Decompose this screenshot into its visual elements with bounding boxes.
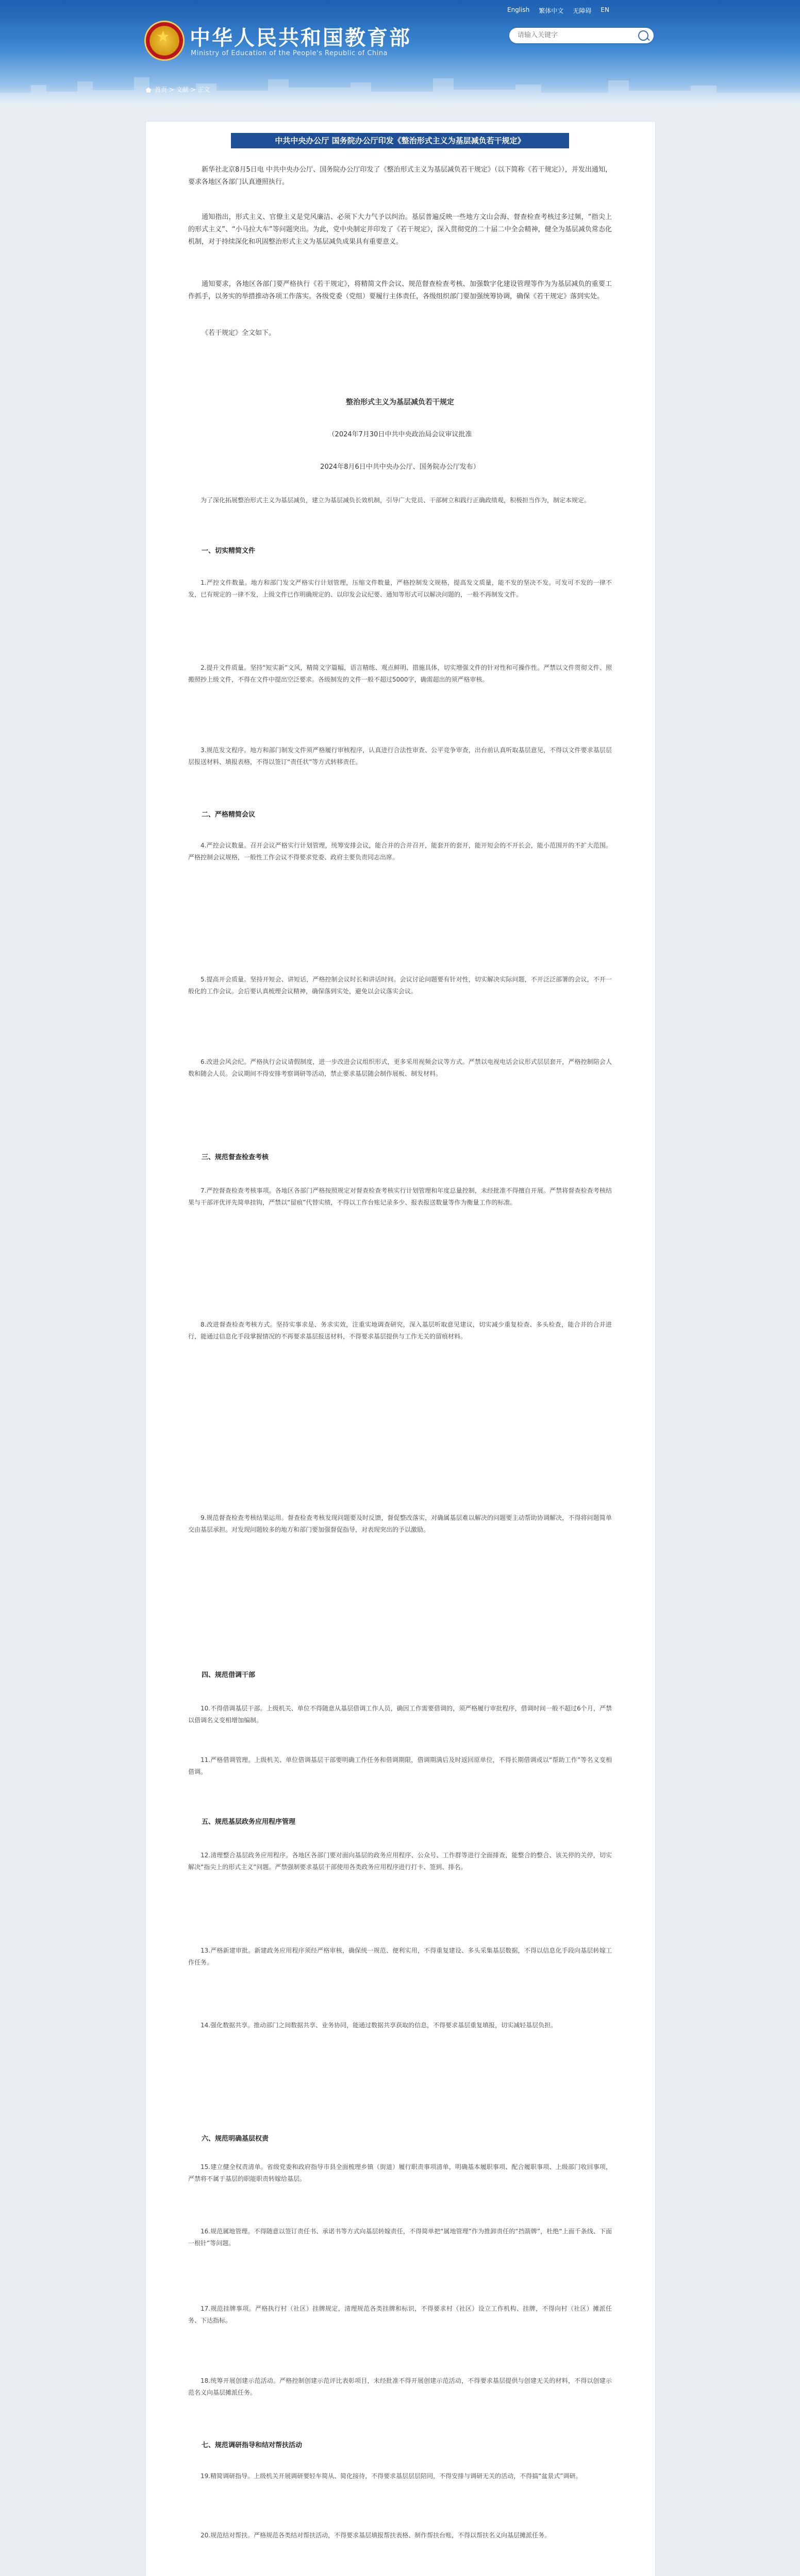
article-title: 中共中央办公厅 国务院办公厅印发《整治形式主义为基层减负若干规定》 xyxy=(231,133,569,148)
preamble-paragraph: 为了深化拓展整治形式主义为基层减负，建立为基层减负长效机制，引导广大党员、干部树立和践行正确政绩观，积极担当作为，制定本规定。 xyxy=(201,497,591,504)
breadcrumb-text[interactable]: 首页 > 文献 > 正文 xyxy=(155,86,210,93)
language-bar xyxy=(507,6,609,15)
national-emblem-icon: ★ xyxy=(144,21,185,61)
section-paragraph: 4.严控会议数量。召开会议严格实行计划管理，统筹安排会议，能合并的合并召开，能套开的套开，能开短会的不开长会，能小范围开的不扩大范围。严格控制会议规格，一般性工作会议不得要求党委、政府主要负责同志出席。 xyxy=(188,842,612,861)
section-paragraph: 14.强化数据共享。推动部门之间数据共享、业务协同，能通过数据共享获取的信息，不得要求基层重复填报，切实减轻基层负担。 xyxy=(201,2022,557,2029)
section-paragraph: 6.改进会风会纪。严格执行会议请假制度，进一步改进会议组织形式，更多采用视频会议等方式。严禁以电视电话会议形式层层套开，严格控制陪会人数和随会人员。会议期间不得安排考察调研等活动，禁止要求基层随会制作展板、制发材料。 xyxy=(188,1058,612,1077)
section-paragraph: 19.精简调研指导。上级机关开展调研要轻车简从、简化接待，不得要求基层层层陪同，不得安排与调研无关的活动，不得搞“盆景式”调研。 xyxy=(201,2472,582,2480)
section-paragraph: 11.严格借调管理。上级机关、单位借调基层干部要明确工作任务和借调期限，借调期满后及时返回原单位，不得长期借调或以“帮助工作”等名义变相借调。 xyxy=(188,1756,612,1775)
section-paragraph: 9.规范督查检查考核结果运用。督查检查考核发现问题要及时反馈，督促整改落实，对确属基层难以解决的问题要主动帮助协调解决，不得将问题简单交由基层承担。对发现问题较多的地方和部门要加强督促指导，对表现突出的予以激励。 xyxy=(188,1514,612,1533)
site-subtitle: Ministry of Education of the People's Republic of China xyxy=(191,49,388,57)
section-heading: 二、严格精简会议 xyxy=(202,811,256,819)
section-paragraph: 8.改进督查检查考核方式。坚持实事求是、务求实效，注重实地调查研究，深入基层听取意见建议，切实减少重复检查、多头检查，能合并的合并进行，能通过信息化手段掌握情况的不再要求基层报送材料，不得要求基层提供与工作无关的留痕材料。 xyxy=(188,1321,612,1340)
doc-date-1: （2024年7月30日中共中央政治局会议审议批准 xyxy=(328,431,472,438)
section-paragraph: 20.规范结对帮扶。严格规范各类结对帮扶活动，不得要求基层填报帮扶表格、制作帮扶台账，不得以帮扶名义向基层摊派任务。 xyxy=(201,2532,551,2539)
site-title[interactable]: 中华人民共和国教育部 xyxy=(190,26,411,50)
section-heading: 六、规范明确基层权责 xyxy=(202,2135,269,2143)
section-paragraph: 12.清理整合基层政务应用程序。各地区各部门要对面向基层的政务应用程序、公众号、工作群等进行全面排查，能整合的整合、该关停的关停，切实解决“指尖上的形式主义”问题。严禁强制要求基层干部使用各类政务应用程序进行打卡、签到、排名。 xyxy=(188,1852,612,1871)
section-paragraph: 16.规范属地管理。不得随意以签订责任书、承诺书等方式向基层转嫁责任，不得简单把“属地管理”作为推卸责任的“挡箭牌”，杜绝“上面千条线、下面一根针”等问题。 xyxy=(188,2228,612,2247)
intro-paragraph: 通知指出，形式主义、官僚主义是党风廉洁、必须下大力气予以纠治。基层普遍反映一些地方文山会海、督查检查考核过多过频，“指尖上的形式主义”、“小马拉大车”等问题突出。为此，党中央制定并印发了《若干规定》，深入贯彻党的二十届二中全会精神，健全为基层减负常态化机制，对于持续深化和巩固整治形式主义为基层减负成果具有重要意义。 xyxy=(188,213,612,246)
search-box xyxy=(509,28,654,43)
city-skyline-decoration xyxy=(0,72,800,103)
section-heading: 一、切实精简文件 xyxy=(202,547,256,555)
section-paragraph: 2.提升文件质量。坚持“短实新”文风，精简文字篇幅，语言精练、观点鲜明、措施具体，切实增强文件的针对性和可操作性。严禁以文件贯彻文件、照搬照抄上级文件，不得在文件中提出空泛要求。各级制发的文件一般不超过5000字，确需超出的须严格审核。 xyxy=(188,664,612,683)
section-heading: 五、规范基层政务应用程序管理 xyxy=(202,1818,296,1826)
lang-link-en[interactable]: EN xyxy=(601,6,609,13)
doc-heading: 整治形式主义为基层减负若干规定 xyxy=(346,398,454,406)
article-container xyxy=(145,121,656,2576)
section-heading: 七、规范调研指导和结对帮扶活动 xyxy=(202,2442,303,2449)
lang-link-traditional[interactable]: 繁体中文 xyxy=(539,7,564,14)
section-paragraph: 13.严格新建审批。新建政务应用程序须经严格审核，确保统一规范、便利实用，不得重复建设、多头采集基层数据，不得以信息化手段向基层转嫁工作任务。 xyxy=(188,1947,612,1966)
search-input[interactable] xyxy=(516,31,632,40)
lang-link-accessibility[interactable]: 无障碍 xyxy=(573,7,592,14)
site-header xyxy=(0,0,800,103)
section-paragraph: 3.规范发文程序。地方和部门制发文件须严格履行审核程序，认真进行合法性审查、公平竞争审查，出台前认真听取基层意见，不得以文件要求基层层层报送材料、填报表格，不得以签订“责任状”等方式转移责任。 xyxy=(188,747,612,766)
doc-date-2: 2024年8月6日中共中央办公厅、国务院办公厅发布） xyxy=(320,463,480,471)
section-paragraph: 10.不得借调基层干部。上级机关、单位不得随意从基层借调工作人员，确因工作需要借调的，须严格履行审批程序，借调时间一般不超过6个月，严禁以借调名义变相增加编制。 xyxy=(188,1705,612,1724)
breadcrumb xyxy=(145,85,210,94)
section-heading: 三、规范督查检查考核 xyxy=(202,1154,269,1161)
section-paragraph: 18.统筹开展创建示范活动。严格控制创建示范评比表彰项目，未经批准不得开展创建示范活动，不得要求基层提供与创建无关的材料，不得以创建示范名义向基层摊派任务。 xyxy=(188,2377,612,2396)
intro-paragraph: 通知要求，各地区各部门要严格执行《若干规定》，将精简文件会议、规范督查检查考核、加强数字化建设管理等作为为基层减负的重要工作抓手，以务实的举措推动各项工作落实。各级党委（党组）要履行主体责任，各级组织部门要加强统筹协调，确保《若干规定》落到实处。 xyxy=(188,280,612,300)
section-paragraph: 7.严控督查检查考核事项。各地区各部门严格按照规定对督查检查考核实行计划管理和年度总量控制，未经批准不得擅自开展。严禁将督查检查考核结果与干部评优评先简单挂钩，严禁以“留痕”代替实绩，不得以工作台账记录多少、报表报送数量等作为衡量工作的标准。 xyxy=(188,1187,612,1206)
section-paragraph: 5.提高开会质量。坚持开短会、讲短话，严格控制会议时长和讲话时间。会议讨论问题要有针对性，切实解决实际问题，不开泛泛部署的会议，不开一般化的工作会议。会后要认真梳理会议精神，确保落到实处，避免以会议落实会议。 xyxy=(188,976,612,995)
section-paragraph: 15.建立健全权责清单。省级党委和政府指导市县全面梳理乡镇（街道）履行职责事项清单，明确基本履职事项、配合履职事项、上级部门收回事项，严禁将不属于基层的职能职责转嫁给基层。 xyxy=(188,2163,612,2182)
search-icon[interactable] xyxy=(638,30,648,41)
section-paragraph: 1.严控文件数量。地方和部门发文严格实行计划管理，压缩文件数量，严格控制发文规格，提高发文质量，能不发的坚决不发。可发可不发的一律不发，已有规定的一律不发，上级文件已作明确规定的、以印发会议纪要、通知等形式可以解决问题的，一般不再制发文件。 xyxy=(188,579,612,598)
lang-link-english[interactable]: English xyxy=(507,6,530,13)
section-heading: 四、规范借调干部 xyxy=(202,1671,256,1679)
section-paragraph: 17.规范挂牌事项。严格执行村（社区）挂牌规定，清理规范各类挂牌和标识，不得要求村（社区）设立工作机构、挂牌，不得向村（社区）摊派任务、下达指标。 xyxy=(188,2305,612,2324)
intro-paragraph: 新华社北京8月5日电 中共中央办公厅、国务院办公厅印发了《整治形式主义为基层减负若干规定》（以下简称《若干规定》），并发出通知，要求各地区各部门认真遵照执行。 xyxy=(188,166,612,186)
intro-paragraph: 《若干规定》全文如下。 xyxy=(202,329,276,337)
home-icon[interactable] xyxy=(145,88,152,93)
